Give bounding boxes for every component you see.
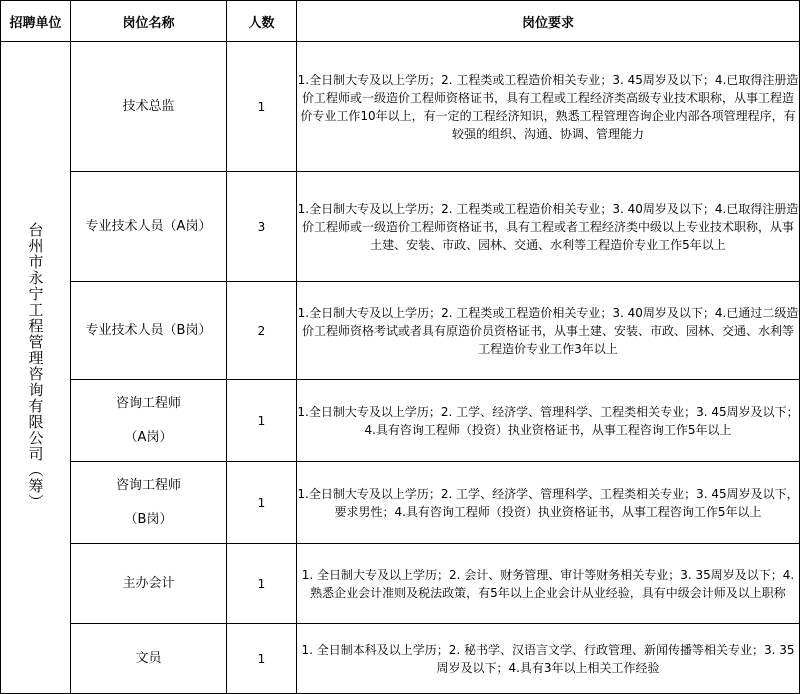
table-row — [1, 462, 800, 544]
position-label: 文员 — [135, 650, 162, 666]
position-name — [71, 624, 227, 694]
requirements: 1.全日制大专及以上学历；2. 工程类或工程造价相关专业；3. 40周岁及以下；4.已通过二级造价工程师资格考试或者具有原造价员资格证书，从事土建、安装、市政、园林、交通、水利等工程造价专业工作3年以上 — [297, 282, 800, 380]
unit-cell — [1, 42, 71, 694]
position-name — [71, 42, 227, 172]
headcount: 1 — [227, 624, 297, 694]
header-count: 人数 — [227, 1, 297, 42]
table-row — [1, 172, 800, 282]
header-position: 岗位名称 — [71, 1, 227, 42]
requirements: 1.全日制大专及以上学历；2. 工程类或工程造价相关专业；3. 45周岁及以下；4.已取得注册造价工程师或一级造价工程师资格证书，具有工程或工程经济类高级专业技术职称，从事工程造价专业工作10年以上，有一定的工程经济知识，熟悉工程管理咨询企业内部各项管理程序，有较强的组织、沟通、协调、管理能力 — [297, 42, 800, 172]
headcount: 1 — [227, 544, 297, 624]
position-name — [71, 380, 227, 462]
headcount: 1 — [227, 380, 297, 462]
requirements: 1.全日制大专及以上学历；2. 工程类或工程造价相关专业；3. 40周岁及以下；4.已取得注册造价工程师或一级造价工程师资格证书，具有工程或者工程经济类中级以上专业技术职称，从事土建、安装、市政、园林、交通、水利等工程造价专业工作5年以上 — [297, 172, 800, 282]
position-label: 技术总监 — [122, 98, 175, 114]
requirements: 1. 全日制本科及以上学历；2. 秘书学、汉语言文学、行政管理、新闻传播等相关专业；3. 35周岁及以下；4.具有3年以上相关工作经验 — [297, 624, 800, 694]
table-row — [1, 42, 800, 172]
requirements: 1. 全日制大专及以上学历；2. 会计、财务管理、审计等财务相关专业；3. 35周岁及以下；4.熟悉企业会计准则及税法政策，有5年以上企业会计从业经验，具有中级会计师及以上职称 — [297, 544, 800, 624]
table-row — [1, 282, 800, 380]
position-label: 咨询工程师 — [115, 477, 181, 493]
requirements: 1.全日制大专及以上学历；2. 工学、经济学、管理科学、工程类相关专业；3. 45周岁及以下， 要求男性；4.具有咨询工程师（投资）执业资格证书，从事工程咨询工作5年以上 — [297, 462, 800, 544]
headcount: 3 — [227, 172, 297, 282]
position-label: 主办会计 — [122, 575, 175, 591]
table-row — [1, 544, 800, 624]
table-row — [1, 380, 800, 462]
position-name — [71, 544, 227, 624]
headcount: 2 — [227, 282, 297, 380]
position-sublabel: （A岗） — [124, 429, 173, 445]
position-label: 咨询工程师 — [115, 395, 181, 411]
table-header-row — [1, 1, 800, 42]
header-unit: 招聘单位 — [1, 1, 71, 42]
table-row — [1, 624, 800, 694]
requirements: 1.全日制大专及以上学历；2. 工学、经济学、管理科学、工程类相关专业；3. 45周岁及以下；4.具有咨询工程师（投资）执业资格证书，从事工程咨询工作5年以上 — [297, 380, 800, 462]
position-name — [71, 172, 227, 282]
header-requirements: 岗位要求 — [297, 1, 800, 42]
position-name — [71, 282, 227, 380]
position-name — [71, 462, 227, 544]
unit-name: 台州市永宁工程管理咨询有限公司（筹） — [26, 221, 45, 510]
position-label: 专业技术人员（A岗） — [85, 218, 212, 234]
headcount: 1 — [227, 42, 297, 172]
position-sublabel: （B岗） — [124, 511, 173, 527]
position-label: 专业技术人员（B岗） — [85, 322, 212, 338]
headcount: 1 — [227, 462, 297, 544]
